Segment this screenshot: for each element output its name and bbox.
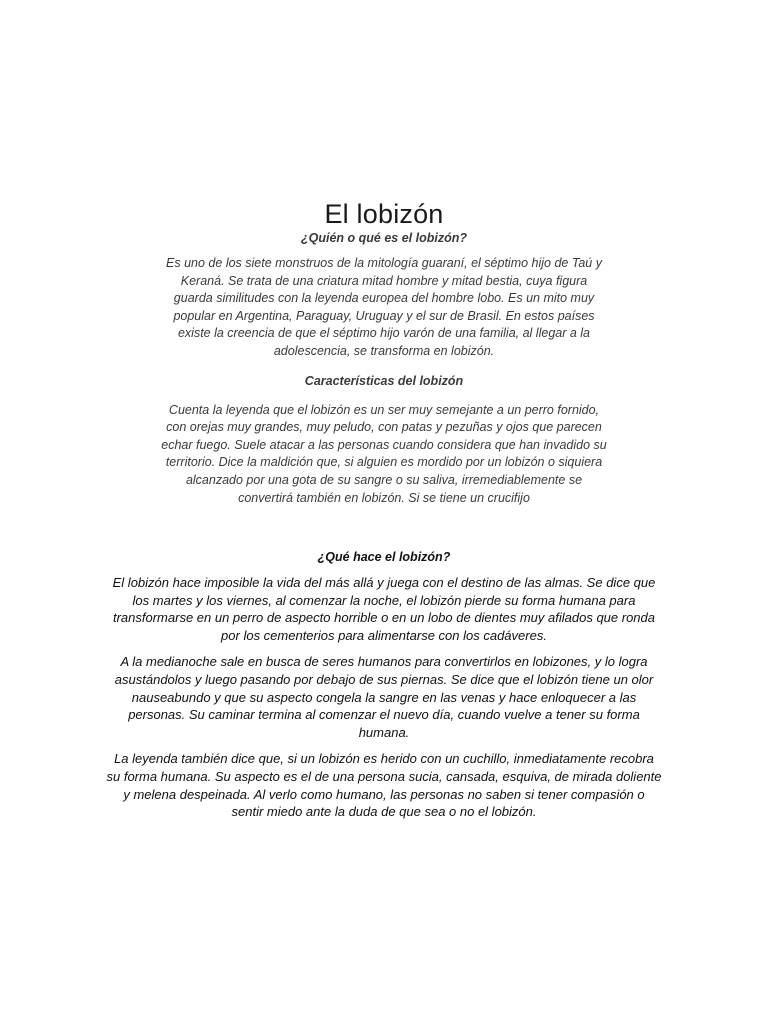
section-paragraph-what-3: La leyenda también dice que, si un lobizón es herido con un cuchillo, inmediatamente recobra su forma humana. Su aspecto es el de una persona sucia, cansada, esquiva, de mirada doliente y melena despeinada. Al verlo como humano, las personas no saben si tener compasión o sentir miedo ante la duda de que sea o no el lobizón.	[106, 751, 662, 820]
section-heading-what: ¿Qué hace el lobizón?	[317, 550, 451, 564]
section-heading-who: ¿Quién o qué es el lobizón?	[301, 231, 467, 245]
main-column	[106, 549, 662, 830]
section-paragraph-what-2: A la medianoche sale en busca de seres humanos para convertirlos en lobizones, y lo logra asustándolos y luego pasando por debajo de sus piernas. Se dice que el lobizón tiene un olor nauseabundo y que su aspecto congela la sangre en las venas y hace enloquecer a las personas. Su caminar termina al comenzar el nuevo día, cuando vuelve a tener su forma humana.	[114, 654, 654, 740]
section-paragraph-who: Es uno de los siete monstruos de la mitología guaraní, el séptimo hijo de Taú y Keraná. Se trata de una criatura mitad hombre y mitad bestia, cuya figura guarda similitudes con la leyenda europea del hombre lobo. Es un mito muy popular en Argentina, Paraguay, Uruguay y el sur de Brasil. En estos países existe la creencia de que el séptimo hijo varón de una familia, al llegar a la adolescencia, se transforma en lobizón.	[166, 256, 602, 358]
intro-column	[160, 230, 608, 519]
section-paragraph-what-1: El lobizón hace imposible la vida del más allá y juega con el destino de las almas. Se dice que los martes y los viernes, al comenzar la noche, el lobizón pierde su forma humana para transformarse en un perro de aspecto horrible o en un lobo de dientes muy afilados que ronda por los cementerios para alimentarse con los cadáveres.	[112, 575, 656, 643]
section-paragraph-characteristics: Cuenta la leyenda que el lobizón es un ser muy semejante a un perro fornido, con orejas muy grandes, muy peludo, con patas y pezuñas y ojos que parecen echar fuego. Suele atacar a las personas cuando considera que han invadido su territorio. Dice la maldición que, si alguien es mordido por un lobizón o siquiera alcanzado por una gota de su sangre o su saliva, irremediablemente se convertirá también en lobizón. Si se tiene un crucifijo	[161, 402, 607, 505]
page-title: El lobizón	[324, 199, 444, 230]
section-heading-characteristics: Características del lobizón	[304, 373, 464, 388]
